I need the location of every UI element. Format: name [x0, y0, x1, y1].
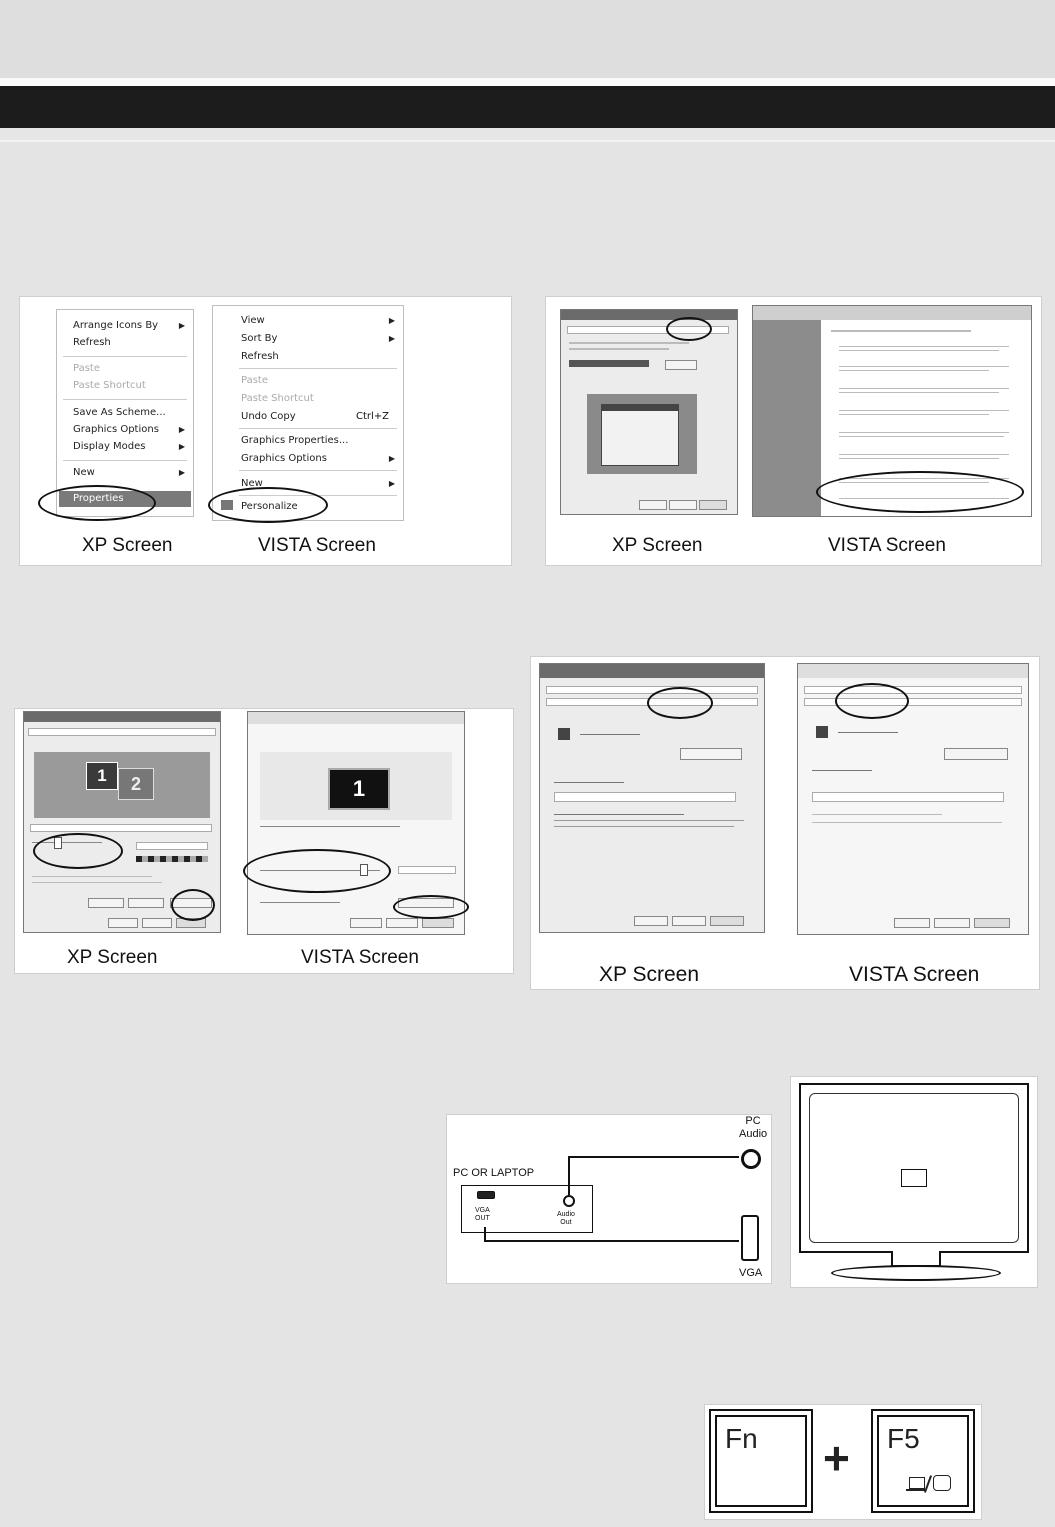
- fn-key: [709, 1409, 813, 1513]
- plus-sign: +: [823, 1432, 850, 1484]
- vga-label: VGA: [739, 1267, 763, 1279]
- properties-button[interactable]: [944, 748, 1008, 760]
- monitor-1-vista[interactable]: 1: [328, 768, 390, 810]
- chevron-right-icon: ▶: [178, 321, 185, 330]
- xp-menu-paste[interactable]: Paste: [73, 363, 100, 374]
- highlight-circle: [243, 849, 391, 893]
- panel-monitor-properties: [530, 656, 1040, 990]
- xp-menu-save-scheme[interactable]: Save As Scheme...: [73, 407, 166, 418]
- monitor-icon: [816, 726, 828, 738]
- xp-menu-new[interactable]: New: [73, 467, 95, 478]
- chevron-right-icon: ▶: [178, 442, 185, 451]
- panel-context-menus: [19, 296, 512, 566]
- vista-menu-paste[interactable]: Paste: [241, 375, 268, 386]
- vga-cable: [485, 1227, 739, 1241]
- vista-menu-sort[interactable]: Sort By: [241, 333, 278, 344]
- apply-button[interactable]: [699, 500, 727, 510]
- xp-menu-properties-label: Properties: [73, 493, 124, 504]
- vista-menu-undo[interactable]: Undo Copy: [241, 411, 296, 422]
- xp-menu-arrange[interactable]: Arrange Icons By: [73, 320, 159, 331]
- caption-xp: XP Screen: [599, 963, 700, 986]
- vista-menu-view[interactable]: View: [241, 315, 265, 326]
- highlight-circle: [208, 487, 328, 523]
- connection-cables: [447, 1115, 771, 1283]
- xp-monitor-area: [34, 752, 210, 818]
- xp-menu-refresh[interactable]: Refresh: [73, 337, 111, 348]
- properties-button[interactable]: [680, 748, 742, 760]
- panel-key-combination: [704, 1404, 982, 1520]
- vista-menu-paste-shortcut[interactable]: Paste Shortcut: [241, 393, 314, 404]
- tv-stand-base: [831, 1265, 1001, 1281]
- xp-display-properties-window: [560, 309, 738, 515]
- xp-menu-paste-shortcut[interactable]: Paste Shortcut: [73, 380, 146, 391]
- vista-monitor-window: [797, 663, 1029, 935]
- chevron-right-icon: ▶: [388, 454, 395, 463]
- vga-out-label: VGA OUT: [475, 1207, 490, 1222]
- cancel-button[interactable]: [669, 500, 697, 510]
- audio-cable: [569, 1157, 739, 1195]
- vista-menu-personalize[interactable]: Personalize: [241, 501, 298, 512]
- vista-sidebar: [753, 320, 821, 516]
- caption-vista: VISTA Screen: [301, 947, 419, 968]
- xp-menu-display-modes[interactable]: Display Modes: [73, 441, 146, 452]
- f5-key-label: F5: [887, 1423, 920, 1454]
- section-title-bar: [0, 86, 1055, 128]
- caption-xp: XP Screen: [612, 535, 703, 556]
- chevron-right-icon: ▶: [178, 425, 185, 434]
- pc-audio-label: PC Audio: [739, 1115, 768, 1140]
- monitor-2[interactable]: 2: [118, 768, 154, 800]
- vista-menu-graphics-options[interactable]: Graphics Options: [241, 453, 327, 464]
- chevron-right-icon: ▶: [388, 316, 395, 325]
- monitor-1[interactable]: 1: [86, 762, 118, 790]
- vista-monitor-area: [260, 752, 452, 820]
- caption-vista: VISTA Screen: [828, 535, 946, 556]
- chevron-right-icon: ▶: [388, 479, 395, 488]
- caption-xp: XP Screen: [67, 947, 158, 968]
- chevron-right-icon: ▶: [388, 334, 395, 343]
- display-switch-icon: [909, 1475, 959, 1495]
- highlight-circle: [666, 317, 712, 341]
- highlight-circle: [835, 683, 909, 719]
- vista-menu-refresh[interactable]: Refresh: [241, 351, 279, 362]
- highlight-circle: [647, 687, 713, 719]
- header-divider: [0, 78, 1055, 86]
- panel-tv-back: [790, 1076, 1038, 1288]
- highlight-circle: [816, 471, 1024, 513]
- highlight-circle: [393, 895, 469, 919]
- highlight-circle: [38, 485, 156, 521]
- caption-vista: VISTA Screen: [258, 535, 376, 556]
- highlight-circle: [171, 889, 215, 921]
- header-band: [0, 0, 1055, 78]
- caption-xp: XP Screen: [82, 535, 173, 556]
- vista-menu-undo-shortcut: Ctrl+Z: [355, 411, 389, 422]
- panel-connection-diagram: [446, 1114, 772, 1284]
- chevron-right-icon: ▶: [178, 468, 185, 477]
- panel-display-properties: [545, 296, 1042, 566]
- vista-menu-new[interactable]: New: [241, 478, 263, 489]
- f5-key: [871, 1409, 975, 1513]
- pc-laptop-label: PC OR LAPTOP: [453, 1167, 535, 1179]
- caption-vista: VISTA Screen: [849, 963, 980, 986]
- panel-display-settings: [14, 708, 514, 974]
- vista-menu-graphics-properties[interactable]: Graphics Properties...: [241, 435, 349, 446]
- audio-out-label: Audio Out: [557, 1211, 575, 1226]
- xp-menu-graphics-options[interactable]: Graphics Options: [73, 424, 159, 435]
- tv-back-frame: [799, 1083, 1029, 1253]
- xp-preview-area: [587, 394, 697, 474]
- ok-button[interactable]: [639, 500, 667, 510]
- fn-key-label: Fn: [725, 1423, 758, 1454]
- monitor-icon: [558, 728, 570, 740]
- tv-back-panel: [901, 1169, 927, 1187]
- highlight-circle: [33, 833, 123, 869]
